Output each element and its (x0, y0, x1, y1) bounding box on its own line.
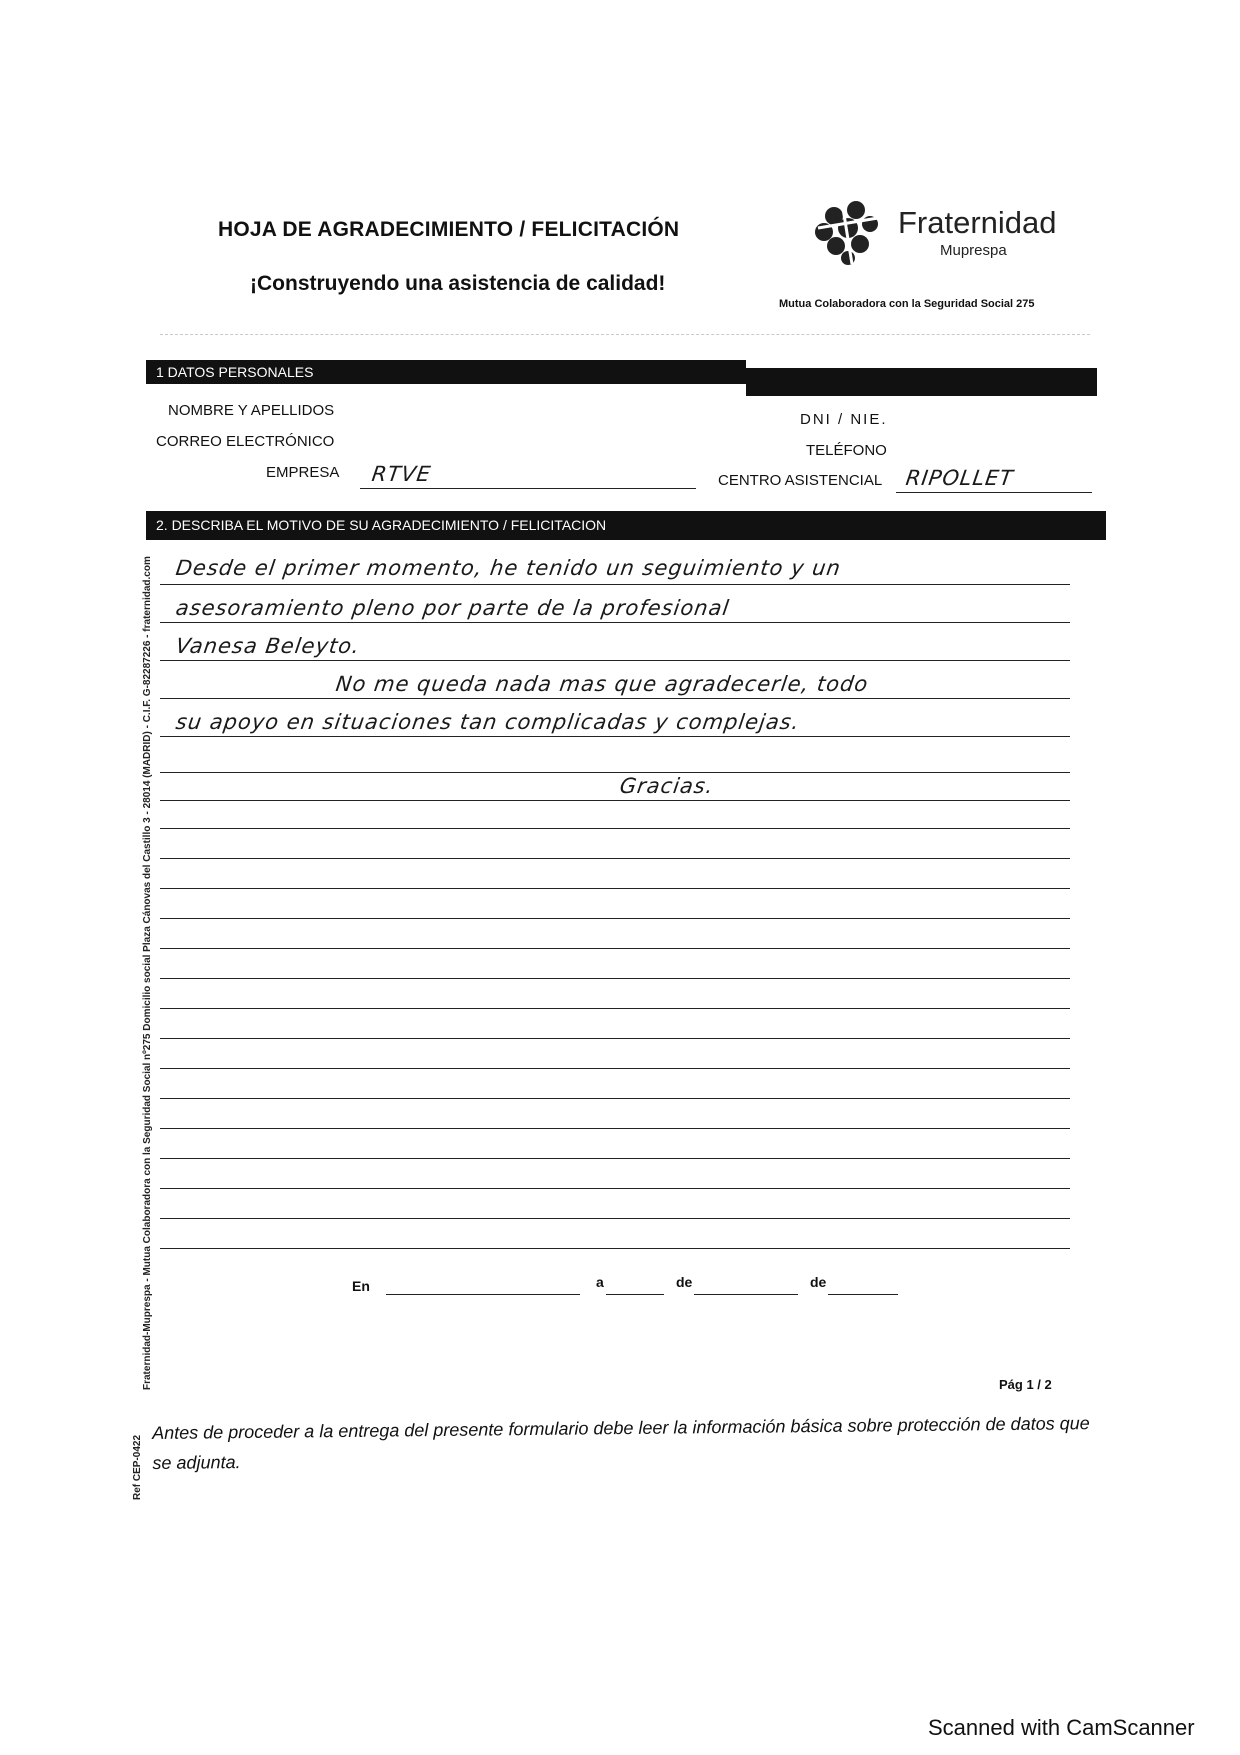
label-nombre: NOMBRE Y APELLIDOS (168, 402, 335, 419)
ruled-line (160, 698, 1070, 699)
label-correo: CORREO ELECTRÓNICO (156, 433, 335, 450)
message-closing: Gracias. (618, 774, 716, 798)
ruled-line (160, 978, 1070, 979)
ruled-line (160, 1248, 1070, 1249)
label-telefono: TELÉFONO (806, 442, 887, 459)
label-de-1: de (676, 1274, 693, 1290)
label-a: a (596, 1274, 604, 1290)
divider (160, 334, 1090, 335)
logo-name: Fraternidad (898, 205, 1057, 240)
ruled-line (160, 584, 1070, 585)
message-line-2: asesoramiento pleno por parte de la profesional (174, 596, 732, 620)
message-line-1: Desde el primer momento, he tenido un seguimiento y un (174, 556, 843, 580)
section1-heading-bar (746, 368, 1097, 396)
mutua-caption: Mutua Colaboradora con la Seguridad Social 275 (779, 298, 1035, 310)
form-title: HOJA DE AGRADECIMIENTO / FELICITACIÓN (218, 218, 680, 241)
side-legal-text: Fraternidad-Muprespa - Mutua Colaboradora con la Seguridad Social nº275 Domicilio social Plaza Cánovas del Castillo 3 - 28014 (MADRID) - C.I.F. G-82287226 - fraternidad.com (142, 556, 153, 1390)
day-field[interactable] (606, 1294, 664, 1295)
centro-field[interactable] (896, 492, 1092, 493)
ruled-line (160, 858, 1070, 859)
label-empresa: EMPRESA (266, 464, 340, 481)
label-de-2: de (810, 1274, 827, 1290)
scanner-watermark: Scanned with CamScanner (928, 1715, 1195, 1740)
ruled-line (160, 1038, 1070, 1039)
ruled-line (160, 828, 1070, 829)
ruled-line (160, 736, 1070, 737)
ruled-line (160, 1218, 1070, 1219)
ruled-line (160, 918, 1070, 919)
logo-subname: Muprespa (940, 242, 1007, 259)
ruled-line (160, 1068, 1070, 1069)
data-protection-notice: Antes de proceder a la entrega del presente formulario debe leer la información básica sobre protección de datos que se adjunta. (152, 1413, 1090, 1473)
ruled-line (160, 1098, 1070, 1099)
centro-value: RIPOLLET (904, 466, 1016, 490)
empresa-value: RTVE (370, 462, 433, 486)
ruled-line (160, 1128, 1070, 1129)
ruled-line (160, 888, 1070, 889)
label-centro: CENTRO ASISTENCIAL (718, 472, 883, 489)
label-en: En (352, 1278, 370, 1294)
ruled-line (160, 772, 1070, 773)
section1-heading: 1 DATOS PERSONALES (146, 360, 746, 384)
ruled-line (160, 660, 1070, 661)
place-field[interactable] (386, 1294, 580, 1295)
form-subtitle: ¡Construyendo una asistencia de calidad! (250, 272, 666, 295)
section2-heading: 2. DESCRIBA EL MOTIVO DE SU AGRADECIMIENTO / FELICITACION (146, 511, 1106, 540)
month-field[interactable] (694, 1294, 798, 1295)
ruled-line (160, 1008, 1070, 1009)
ruled-line (160, 622, 1070, 623)
ruled-line (160, 1158, 1070, 1159)
ruled-line (160, 800, 1070, 801)
message-line-5: su apoyo en situaciones tan complicadas y complejas. (174, 710, 802, 734)
year-field[interactable] (828, 1294, 898, 1295)
message-line-4: No me queda nada mas que agradecerle, todo (334, 672, 871, 696)
message-line-3: Vanesa Beleyto. (174, 634, 362, 658)
side-reference: Ref CEP-0422 (132, 1434, 143, 1500)
page-number: Pág 1 / 2 (999, 1377, 1052, 1392)
empresa-field[interactable] (360, 488, 696, 489)
ruled-line (160, 1188, 1070, 1189)
label-dni: DNI / NIE. (800, 411, 888, 428)
ruled-line (160, 948, 1070, 949)
